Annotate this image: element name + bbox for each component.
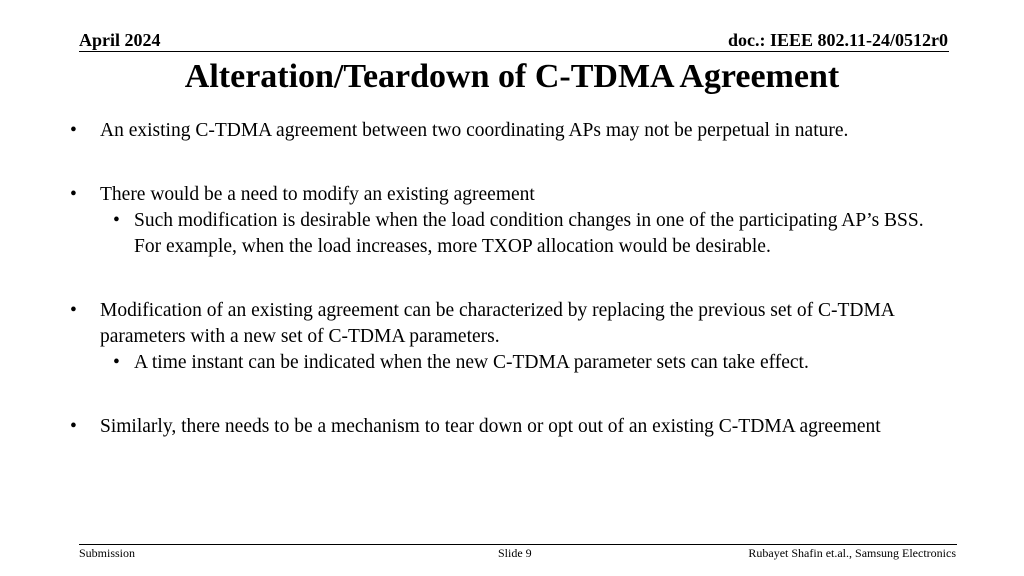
footer-authors: Rubayet Shafin et.al., Samsung Electronics	[748, 546, 956, 560]
bullet-dot: •	[70, 120, 77, 141]
header-doc-id: doc.: IEEE 802.11-24/0512r0	[727, 30, 948, 50]
bullet-1	[70, 118, 915, 144]
bullet-3	[70, 298, 915, 350]
bullet-2	[70, 182, 915, 208]
footer-submission: Submission	[79, 546, 136, 560]
bullet-4-text: Similarly, there needs to be a mechanism to tear down or opt out of an existing C-TDMA agreement	[100, 416, 881, 437]
bullet-1-text: An existing C-TDMA agreement between two coordinating APs may not be perpetual in nature.	[100, 120, 849, 141]
bullet-2-text: There would be a need to modify an existing agreement	[100, 184, 535, 205]
footer-divider	[79, 544, 957, 545]
sub-bullet-dot: •	[113, 210, 120, 231]
bullet-dot: •	[70, 416, 77, 437]
sub-bullet-3-1-text: A time instant can be indicated when the new C-TDMA parameter sets can take effect.	[134, 352, 809, 373]
sub-bullet-2-1-text: Such modification is desirable when the load condition changes in one of the participating AP’s BSS. For example, when the load increases, more TXOP allocation would be desirable.	[134, 210, 924, 257]
slide-title: Alteration/Teardown of C-TDMA Agreement	[184, 58, 840, 95]
bullet-3-text: Modification of an existing agreement can be characterized by replacing the previous set of C-TDMA parameters with a new set of C-TDMA parameters.	[100, 300, 894, 347]
bullet-4	[70, 414, 915, 440]
footer-slide-number: Slide 9	[498, 546, 532, 560]
sub-bullet-3-1	[70, 350, 934, 376]
bullet-dot: •	[70, 300, 77, 321]
bullet-dot: •	[70, 184, 77, 205]
sub-bullet-dot: •	[113, 352, 120, 373]
header-divider	[79, 51, 949, 52]
sub-bullet-2-1	[70, 208, 934, 260]
header-date: April 2024	[79, 30, 161, 50]
slide-body	[70, 118, 950, 440]
